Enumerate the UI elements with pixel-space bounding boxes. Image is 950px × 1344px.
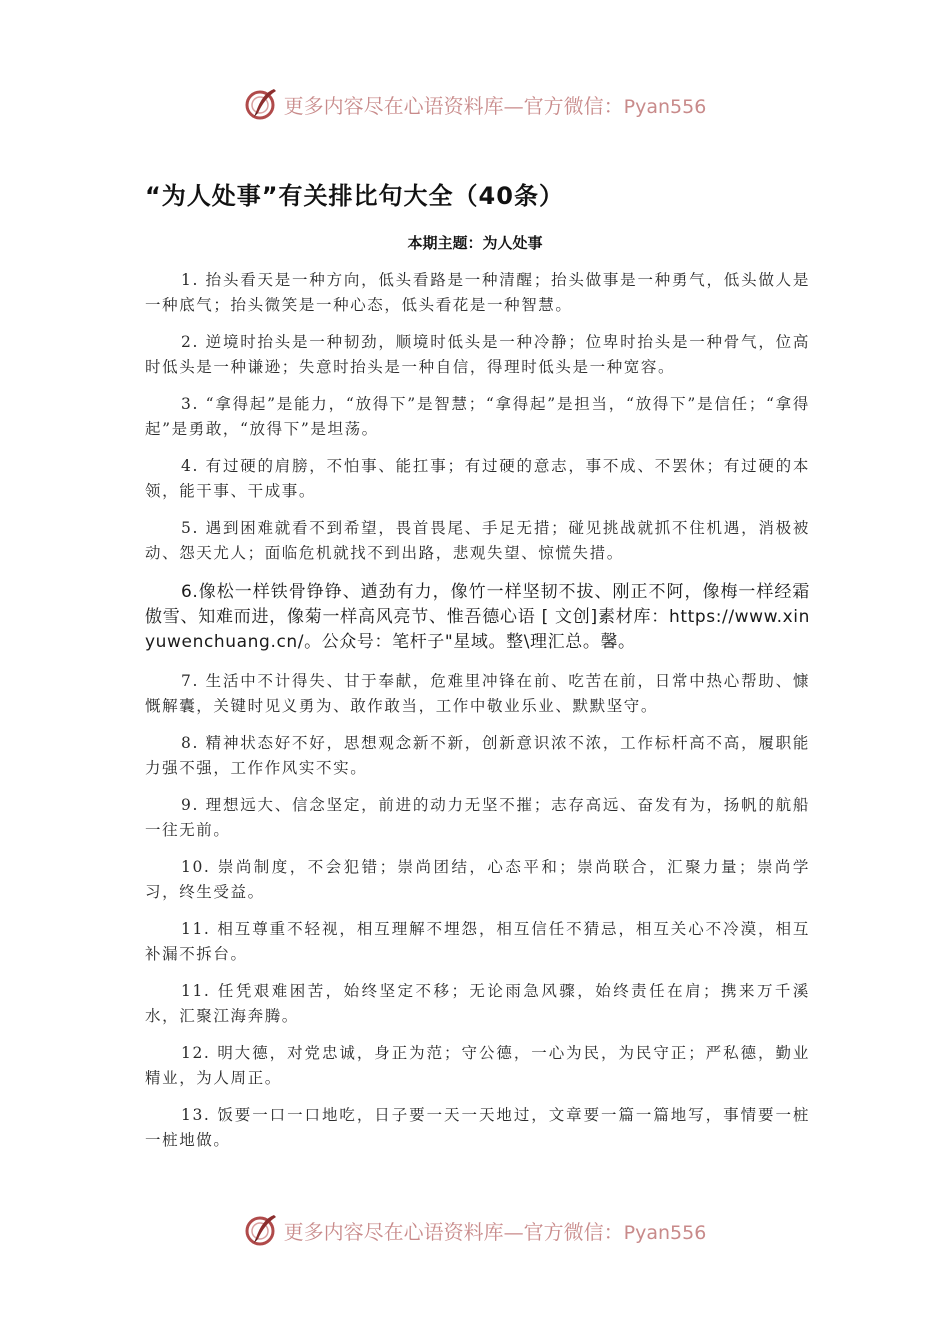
footer-banner xyxy=(0,1210,950,1250)
paragraph-8: 8. 精神状态好不好，思想观念新不新，创新意识浓不浓，工作标杆高不高，履职能力强不强，工作作风实不实。 xyxy=(145,734,810,777)
header-banner-text: 更多内容尽在心语资料库—官方微信：Pyan556 xyxy=(283,93,707,118)
paragraph-1: 1. 抬头看天是一种方向，低头看路是一种清醒；抬头做事是一种勇气，低头做人是一种底气；抬头微笑是一种心态，低头看花是一种智慧。 xyxy=(145,271,810,314)
page-subtitle: 本期主题：为人处事 xyxy=(407,234,543,252)
footer-banner-text: 更多内容尽在心语资料库—官方微信：Pyan556 xyxy=(283,1219,707,1244)
document-body xyxy=(145,268,810,1165)
paragraph-5: 5. 遇到困难就看不到希望，畏首畏尾、手足无措；碰见挑战就抓不住机遇，消极被动、怨天尤人；面临危机就找不到出路，悲观失望、惊慌失措。 xyxy=(145,519,810,562)
header-banner xyxy=(0,84,950,124)
wechat-handle: Pyan556 xyxy=(623,1221,707,1244)
paragraph-12: 12. 明大德，对党忠诚，身正为范；守公德，一心为民，为民守正；严私德，勤业精业，为人周正。 xyxy=(145,1044,810,1087)
paragraph-10: 10. 崇尚制度，不会犯错；崇尚团结，心态平和；崇尚联合，汇聚力量；崇尚学习，终生受益。 xyxy=(145,858,810,901)
paragraph-11a: 11. 相互尊重不轻视，相互理解不埋怨，相互信任不猜忌，相互关心不冷漠，相互补漏不拆台。 xyxy=(145,920,810,963)
paragraph-13: 13. 饭要一口一口地吃，日子要一天一天地过，文章要一篇一篇地写，事情要一桩一桩地做。 xyxy=(145,1106,810,1149)
page-title: “为人处事”有关排比句大全（40条） xyxy=(145,182,564,210)
paragraph-2: 2. 逆境时抬头是一种韧劲，顺境时低头是一种冷静；位卑时抬头是一种骨气，位高时低头是一种谦逊；失意时抬头是一种自信，得理时低头是一种宽容。 xyxy=(145,333,810,376)
paragraph-11b: 11. 任凭艰难困苦，始终坚定不移；无论雨急风骤，始终责任在肩；携来万千溪水，汇聚江海奔腾。 xyxy=(145,982,810,1025)
paragraph-4: 4. 有过硬的肩膀，不怕事、能扛事；有过硬的意志，事不成、不罢休；有过硬的本领，能干事、干成事。 xyxy=(145,457,810,500)
paragraph-3: 3. “拿得起”是能力，“放得下”是智慧；“拿得起”是担当，“放得下”是信任；“拿得起”是勇敢，“放得下”是坦荡。 xyxy=(145,395,810,438)
paragraph-6: 6.像松一样铁骨铮铮、遒劲有力，像竹一样坚韧不拔、刚正不阿，像梅一样经霜傲雪、知难而进，像菊一样高风亮节、惟吾德心语 [ 文创]素材库：https://www.xinyuwenchuang.cn/。公众号：笔杆子"星域。整\理汇总。馨。 xyxy=(145,582,810,652)
quill-circle-icon xyxy=(244,86,280,122)
wechat-handle: Pyan556 xyxy=(623,95,707,118)
quill-circle-icon xyxy=(244,1212,280,1248)
paragraph-7: 7. 生活中不计得失、甘于奉献，危难里冲锋在前、吃苦在前，日常中热心帮助、慷慨解囊，关键时见义勇为、敢作敢当，工作中敬业乐业、默默坚守。 xyxy=(145,672,810,715)
paragraph-9: 9. 理想远大、信念坚定，前进的动力无坚不摧；志存高远、奋发有为，扬帆的航船一往无前。 xyxy=(145,796,810,839)
